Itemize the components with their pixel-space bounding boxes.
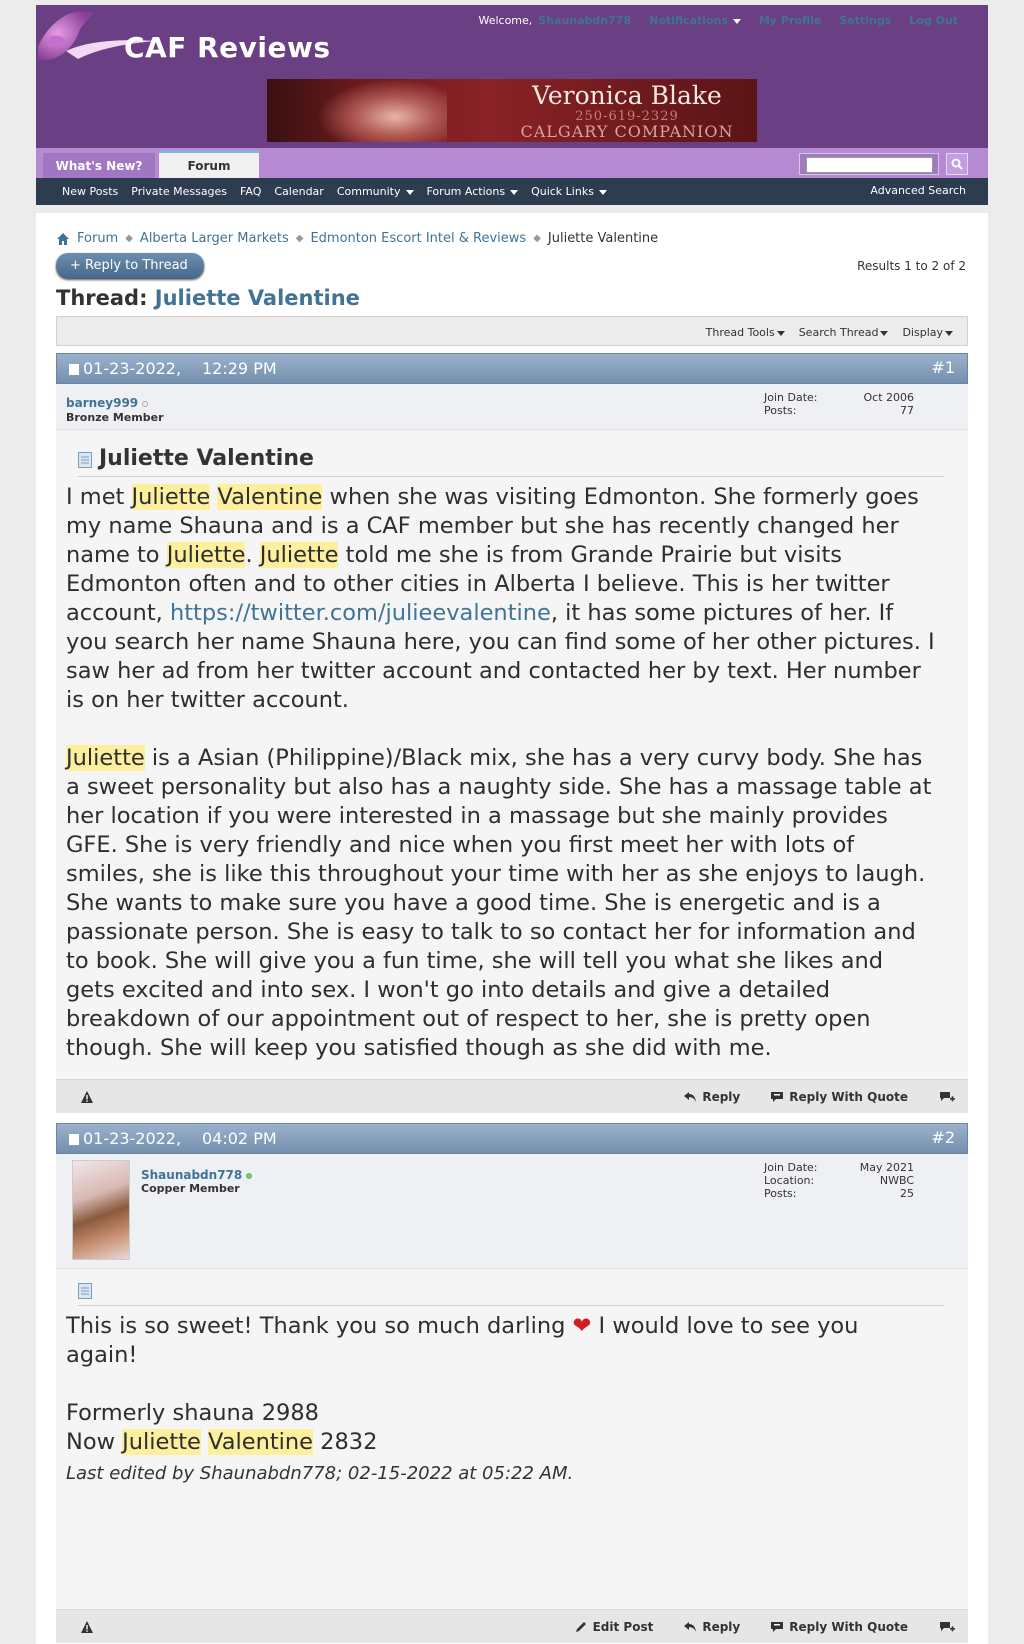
- user-stat-join-date: [764, 1161, 914, 1174]
- main-navbar: [36, 148, 988, 178]
- post-header: [56, 1123, 968, 1154]
- thread-toolbar: [56, 316, 968, 346]
- post-date: 01-23-2022,: [83, 359, 182, 378]
- reply-to-thread-button[interactable]: + Reply to Thread: [56, 253, 204, 279]
- banner-phone: 250-619-2329: [575, 109, 679, 124]
- faq-link[interactable]: FAQ: [240, 185, 262, 198]
- stat-label: Posts:: [764, 404, 797, 417]
- message-paragraph: [66, 744, 936, 1063]
- breadcrumb: [56, 231, 658, 246]
- avatar[interactable]: [72, 1160, 130, 1260]
- multi-quote-icon: [938, 1621, 956, 1633]
- reply-button[interactable]: [683, 1620, 740, 1634]
- message-text: , it has some pictures of her. If you search her name Shauna here, you can find some of her other pictures. I saw her ad from her twitter account and contacted her by text. Her number is on her twitter account.: [66, 600, 935, 713]
- message-text: .: [245, 542, 260, 568]
- multi-quote-icon: [938, 1091, 956, 1103]
- message-text: I would love to see you again!: [66, 1313, 859, 1368]
- highlighted-term: Juliette: [131, 484, 211, 510]
- notifications-label: Notifications: [649, 14, 728, 27]
- breadcrumb-forum[interactable]: Forum: [77, 231, 119, 246]
- reply-icon: [683, 1091, 697, 1103]
- user-stat-location: [764, 1174, 914, 1187]
- reply-with-quote-label: Reply With Quote: [789, 1090, 908, 1104]
- search-thread-label: Search Thread: [798, 326, 879, 339]
- quote-icon: [770, 1091, 784, 1103]
- logo-text[interactable]: CAF Reviews: [124, 31, 331, 64]
- search-thread-menu[interactable]: [799, 326, 889, 339]
- edit-post-button[interactable]: [574, 1620, 654, 1634]
- post-footer: [56, 1609, 968, 1643]
- divider: [78, 1305, 944, 1306]
- message-text: I met: [66, 484, 132, 510]
- search-button[interactable]: [946, 153, 968, 175]
- community-label: Community: [336, 185, 401, 198]
- log-out-link[interactable]: Log Out: [909, 14, 958, 27]
- stat-label: Join Date:: [764, 1161, 818, 1174]
- edit-post-label: Edit Post: [592, 1620, 654, 1634]
- banner-tagline: CALGARY COMPANION: [520, 122, 734, 141]
- highlighted-term: Valentine: [217, 484, 323, 510]
- chevron-down-icon: [599, 190, 607, 195]
- post-number-link[interactable]: #1: [931, 358, 955, 377]
- multi-quote-button[interactable]: [938, 1091, 956, 1103]
- last-edited-note: Last edited by Shaunabdn778; 02-15-2022 at 05:22 AM.: [66, 1463, 574, 1484]
- stat-value: 25: [900, 1187, 914, 1200]
- post-date: 01-23-2022,: [83, 1129, 182, 1148]
- post-username[interactable]: [66, 396, 148, 410]
- chevron-down-icon: [510, 190, 518, 195]
- user-info: [56, 1154, 968, 1269]
- reply-label: Reply: [702, 1620, 741, 1634]
- reply-with-quote-button[interactable]: [770, 1620, 908, 1634]
- my-profile-link[interactable]: My Profile: [758, 14, 822, 27]
- tab-forum[interactable]: Forum: [159, 150, 259, 178]
- private-messages-link[interactable]: Private Messages: [131, 185, 228, 198]
- sub-navbar: [36, 178, 988, 205]
- thread-title-name[interactable]: Juliette Valentine: [154, 286, 360, 310]
- post-header: [56, 353, 968, 384]
- post-message: [66, 483, 936, 1092]
- message-paragraph: [66, 483, 936, 715]
- stat-value: NWBC: [879, 1174, 914, 1187]
- multi-quote-button[interactable]: [938, 1621, 956, 1633]
- stat-value: May 2021: [859, 1161, 914, 1174]
- reply-icon: [683, 1621, 697, 1633]
- breadcrumb-separator-icon: ◆: [295, 233, 304, 244]
- quote-icon: [770, 1621, 784, 1633]
- thread-tools-label: Thread Tools: [705, 326, 775, 339]
- calendar-link[interactable]: Calendar: [274, 185, 324, 198]
- welcome-label: Welcome,: [478, 14, 533, 27]
- user-stat-posts: [764, 1187, 914, 1200]
- message-text: 2832: [313, 1429, 378, 1455]
- pencil-icon: [574, 1621, 588, 1633]
- message-text: [201, 1429, 208, 1455]
- thread-tools-menu[interactable]: [706, 326, 785, 339]
- reply-with-quote-button[interactable]: [770, 1090, 908, 1104]
- display-menu[interactable]: [902, 326, 953, 339]
- online-status-icon: [246, 1173, 252, 1179]
- new-posts-link[interactable]: New Posts: [62, 185, 119, 198]
- document-icon: [78, 452, 92, 468]
- chevron-down-icon: [945, 331, 953, 336]
- results-count: Results 1 to 2 of 2: [857, 259, 966, 273]
- search-container: [799, 153, 939, 175]
- warning-icon[interactable]: [80, 1620, 94, 1634]
- breadcrumb-alberta-larger-markets[interactable]: Alberta Larger Markets: [139, 231, 289, 246]
- search-input[interactable]: [806, 157, 933, 173]
- stat-label: Posts:: [764, 1187, 797, 1200]
- post-title: Juliette Valentine: [99, 446, 314, 471]
- home-icon[interactable]: [56, 232, 70, 246]
- highlighted-term: Valentine: [208, 1429, 314, 1455]
- post-time: 04:02 PM: [202, 1129, 277, 1148]
- breadcrumb-separator-icon: ◆: [533, 233, 541, 244]
- message-paragraph: [66, 1312, 936, 1370]
- post: [56, 353, 968, 1113]
- user-stat-join-date: [764, 391, 914, 404]
- highlighted-term: Juliette: [122, 1429, 201, 1455]
- message-paragraph: [66, 1428, 936, 1457]
- message-text: Formerly shauna 2988: [66, 1400, 319, 1426]
- message-text: when she was visiting Edmonton. She formerly goes my name Shauna and is a CAF member but she has recently changed her name to: [66, 484, 919, 568]
- stat-value: Oct 2006: [863, 391, 914, 404]
- user-stats: [764, 1161, 914, 1200]
- chevron-down-icon: [406, 190, 414, 195]
- search-icon: [951, 158, 963, 170]
- chevron-down-icon: [733, 19, 741, 24]
- advanced-search-link[interactable]: Advanced Search: [870, 184, 966, 197]
- post-status-icon: [69, 1134, 79, 1145]
- chevron-down-icon: [880, 331, 888, 336]
- reply-label: Reply: [702, 1090, 741, 1104]
- twitter-link[interactable]: https://twitter.com/julieevalentine: [169, 600, 551, 626]
- user-stat-posts: [764, 404, 914, 417]
- post-username-text: Shaunabdn778: [141, 1168, 243, 1182]
- breadcrumb-edmonton-reviews[interactable]: Edmonton Escort Intel & Reviews: [310, 231, 527, 246]
- user-info: [56, 384, 968, 430]
- highlighted-term: Juliette: [259, 542, 339, 568]
- message-text: This is so sweet! Thank you so much darling: [66, 1313, 573, 1339]
- post-time: 12:29 PM: [202, 359, 277, 378]
- stat-label: Location:: [764, 1174, 815, 1187]
- post-message: [66, 1312, 936, 1457]
- user-rank: Copper Member: [141, 1182, 240, 1195]
- chevron-down-icon: [777, 331, 785, 336]
- stat-label: Join Date:: [764, 391, 818, 404]
- forum-actions-label: Forum Actions: [426, 185, 506, 198]
- post-footer: [56, 1079, 968, 1113]
- post: [56, 1123, 968, 1643]
- thread-title: [56, 286, 360, 310]
- post-username[interactable]: [141, 1168, 252, 1182]
- divider: [78, 476, 944, 477]
- thread-title-label: Thread:: [56, 286, 148, 310]
- highlighted-term: Juliette: [166, 542, 246, 568]
- notifications-link[interactable]: [649, 14, 741, 27]
- post-status-icon: [69, 364, 79, 375]
- content-panel: [36, 213, 988, 1644]
- heart-icon: ❤: [572, 1313, 592, 1339]
- quick-links-label: Quick Links: [531, 185, 594, 198]
- user-rank: Bronze Member: [66, 411, 164, 424]
- tab-whats-new[interactable]: What's New?: [43, 153, 155, 178]
- banner-photo: [317, 79, 447, 142]
- quick-links-menu[interactable]: [531, 185, 607, 198]
- offline-status-icon: [142, 401, 148, 407]
- banner-name: Veronica Blake: [532, 81, 722, 110]
- post-number-link[interactable]: #2: [931, 1128, 955, 1147]
- user-stats: [764, 391, 914, 417]
- highlighted-term: Juliette: [66, 745, 145, 771]
- post-username-text: barney999: [66, 396, 139, 410]
- breadcrumb-current: Juliette Valentine: [547, 231, 659, 246]
- message-paragraph: [66, 1399, 936, 1428]
- ad-banner[interactable]: [267, 79, 757, 142]
- warning-icon[interactable]: [80, 1090, 94, 1104]
- welcome-username[interactable]: Shaunabdn778: [538, 14, 632, 27]
- breadcrumb-separator-icon: ◆: [125, 233, 133, 244]
- message-text: is a Asian (Philippine)/Black mix, she has a very curvy body. She has a sweet personality but also has a naughty side. She has a massage table at her location if you were interested in a massage but she mainly provides GFE. She is very friendly and nice when you first meet her with lots of smiles, she is like this throughout your time with her as she enjoys to laugh. She wants to make sure you have a good time. She is energetic and is a passionate person. She is easy to talk to so contact her for information and to book. She will give you a fun time, she will tell you what she likes and gets excited and into sex. I won't go into details and give a detailed breakdown of our appointment out of respect to her, she is pretty open though. She will keep you satisfied though as she did with me.: [66, 745, 932, 1061]
- document-icon: [78, 1283, 92, 1299]
- forum-actions-menu[interactable]: [427, 185, 519, 198]
- reply-with-quote-label: Reply With Quote: [789, 1620, 908, 1634]
- display-label: Display: [902, 326, 943, 339]
- stat-value: 77: [900, 404, 914, 417]
- message-text: told me she is from Grande Prairie but visits Edmonton often and to other cities in Alberta I believe. This is her twitter account,: [66, 542, 890, 626]
- site-header: [36, 5, 988, 153]
- settings-link[interactable]: Settings: [839, 14, 892, 27]
- reply-button[interactable]: [683, 1090, 740, 1104]
- top-links: [478, 14, 958, 27]
- message-text: Now: [66, 1429, 123, 1455]
- community-menu[interactable]: [337, 185, 414, 198]
